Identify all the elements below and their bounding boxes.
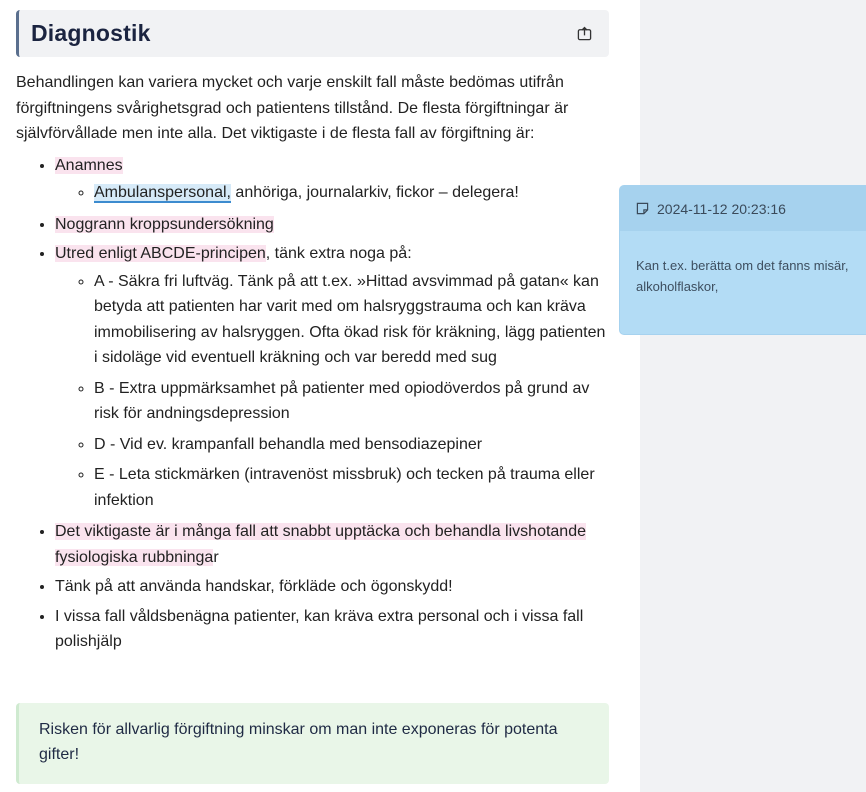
list-item-b: ◦ B - Extra uppmärksamhet på patienter med opiodöverdos på grund av risk för andningsdepression — [94, 376, 609, 427]
list-item-e: ◦ E - Leta stickmärken (intravenöst missbruk) och tecken på trauma eller infektion — [94, 462, 609, 513]
list-item — [55, 241, 609, 513]
list-item-text: r — [213, 548, 219, 566]
abcde-sublist — [55, 269, 609, 514]
note-icon — [636, 202, 649, 215]
list-item-text: , tänk extra noga på: — [265, 245, 412, 262]
section-title: Diagnostik — [31, 20, 151, 46]
diagnostics-list — [16, 153, 609, 655]
list-item: • I vissa fall våldsbenägna patienter, kan kräva extra personal och i vissa fall polishjälp — [55, 604, 609, 655]
list-item: • Tänk på att använda handskar, förkläde och ögonskydd! — [55, 574, 609, 600]
highlight-abcde[interactable]: Utred enligt ABCDE-principen — [55, 245, 266, 262]
list-item — [55, 153, 609, 206]
highlight-viktigast[interactable]: Det viktigaste är i många fall att snabbt upptäcka och behandla livshotande fysiologiska rubbninga — [55, 523, 586, 566]
list-item — [55, 519, 609, 570]
share-icon[interactable] — [575, 25, 593, 43]
notes-pane — [640, 0, 866, 792]
highlight-kroppsundersokning[interactable]: Noggrann kroppsundersökning — [55, 215, 274, 233]
list-item-a: ◦ A - Säkra fri luftväg. Tänk på att t.ex. »Hittad avsvimmad på gatan« kan betyda att patienten har varit med om halsryggstrauma och kan kräva immobilisering av halsryggen. Ofta ökad risk för kräkning, lägg patienten i sidoläge vid eventuell kräkning och var beredd med sug — [94, 269, 609, 371]
note-timestamp: 2024-11-12 20:23:16 — [657, 200, 786, 217]
annotation-note[interactable] — [620, 186, 866, 334]
highlight-ambulanspersonal[interactable]: Ambulanspersonal, — [94, 184, 231, 201]
callout-box: Risken för allvarlig förgiftning minskar om man inte exponeras för potenta gifter! — [16, 703, 609, 784]
anamnes-sublist — [55, 180, 609, 206]
section-header — [16, 10, 609, 57]
note-header — [620, 186, 866, 231]
highlight-anamnes[interactable]: Anamnes — [55, 156, 123, 174]
list-item-text: anhöriga, journalarkiv, fickor – delegera! — [230, 184, 519, 201]
list-item-d: ◦ D - Vid ev. krampanfall behandla med bensodiazepiner — [94, 432, 609, 458]
list-item — [55, 212, 609, 238]
article-content — [16, 10, 609, 659]
list-item — [94, 180, 609, 206]
note-text: Kan t.ex. berätta om det fanns misär, alkoholflaskor, — [636, 258, 849, 294]
intro-paragraph: Behandlingen kan variera mycket och varje enskilt fall måste bedömas utifrån förgiftningens svårighetsgrad och patientens tillstånd. De flesta förgiftningar är självförvållade men inte alla. Det viktigaste i de flesta fall av förgiftning är: — [16, 74, 569, 142]
